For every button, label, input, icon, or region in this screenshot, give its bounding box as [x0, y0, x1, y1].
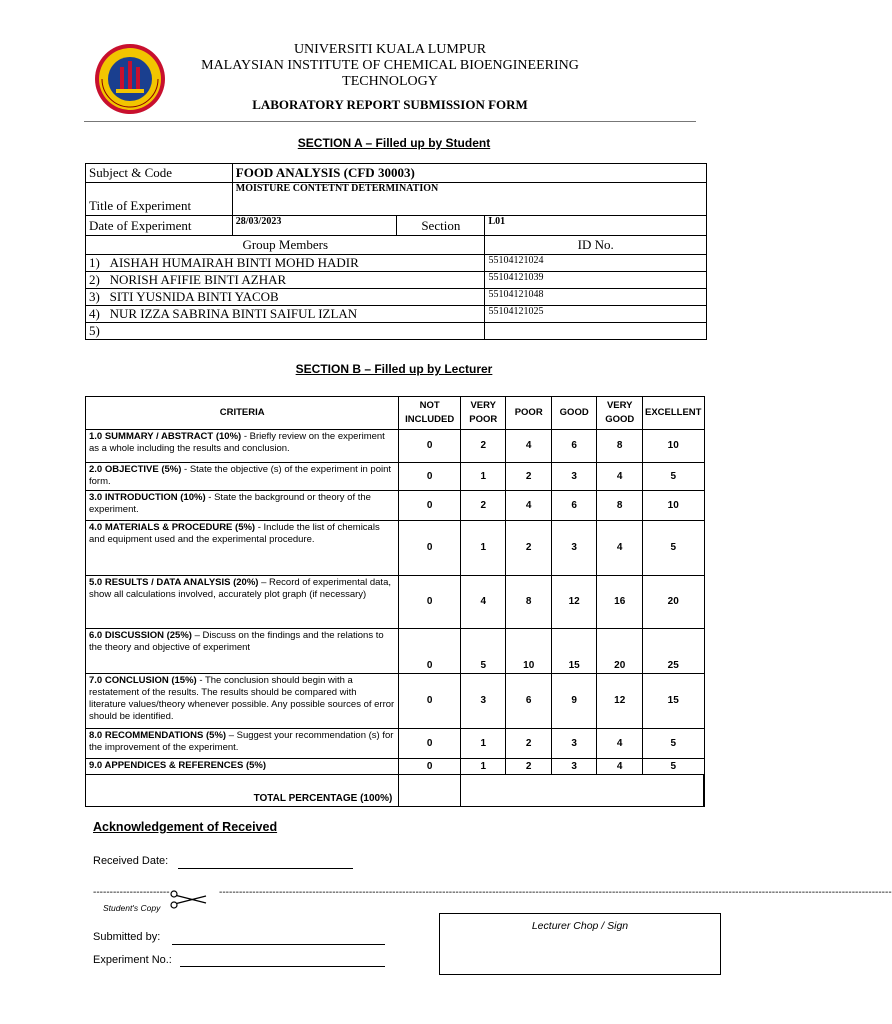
criteria-desc: - Briefly review on the experiment as a whole including the results and conclusion.: [89, 431, 385, 454]
score-cell[interactable]: 5: [642, 521, 704, 576]
criteria-cell: [86, 576, 399, 629]
criteria-cell: [86, 463, 399, 491]
score-cell[interactable]: 4: [506, 430, 551, 463]
score-cell[interactable]: 6: [551, 430, 597, 463]
subject-value[interactable]: FOOD ANALYSIS (CFD 30003): [232, 164, 706, 183]
received-date-label: Received Date:: [93, 855, 169, 867]
title-label: Title of Experiment: [86, 183, 233, 216]
university-logo: [94, 43, 166, 115]
section-a-table: [85, 163, 707, 340]
group-members-header: Group Members: [86, 236, 485, 255]
rubric-row: [86, 430, 705, 463]
score-cell[interactable]: 2: [461, 491, 506, 521]
score-cell[interactable]: 5: [461, 629, 506, 674]
member-row: [86, 323, 707, 340]
submitted-by-label: Submitted by:: [93, 931, 161, 943]
submitted-by-line[interactable]: [172, 944, 385, 945]
score-cell[interactable]: 1: [461, 521, 506, 576]
criteria-title: 6.0 DISCUSSION (25%): [89, 630, 192, 641]
id-header: ID No.: [485, 236, 707, 255]
score-cell[interactable]: 4: [597, 463, 643, 491]
cut-line-right: ----------------------------------------------------------------------------------------------------------------------------------------------------------------------------------------------------------: [219, 887, 892, 898]
member-name[interactable]: 5): [86, 323, 485, 340]
score-cell[interactable]: 5: [642, 759, 704, 775]
member-name[interactable]: 2) NORISH AFIFIE BINTI AZHAR: [86, 272, 485, 289]
section-b-title: SECTION B – Filled up by Lecturer: [295, 362, 493, 376]
score-cell[interactable]: 2: [506, 463, 551, 491]
score-cell[interactable]: 4: [597, 759, 643, 775]
received-date-line[interactable]: [178, 868, 353, 869]
score-cell[interactable]: 1: [461, 759, 506, 775]
criteria-cell: [86, 629, 399, 674]
criteria-cell: [86, 729, 399, 759]
section-value[interactable]: L01: [485, 216, 707, 236]
rubric-row: [86, 521, 705, 576]
lecturer-chop-box[interactable]: [439, 913, 721, 975]
score-cell[interactable]: 12: [597, 674, 643, 729]
criteria-title: 5.0 RESULTS / DATA ANALYSIS (20%): [89, 577, 259, 588]
criteria-cell: [86, 430, 399, 463]
score-cell[interactable]: 2: [506, 729, 551, 759]
score-cell[interactable]: 10: [506, 629, 551, 674]
member-id[interactable]: 55104121025: [485, 306, 707, 323]
score-cell[interactable]: 4: [506, 491, 551, 521]
score-cell[interactable]: 0: [399, 576, 461, 629]
total-row: [86, 775, 705, 807]
scissors-icon: [164, 890, 210, 910]
criteria-title: 8.0 RECOMMENDATIONS (5%): [89, 730, 227, 741]
score-cell[interactable]: 16: [597, 576, 643, 629]
score-cell[interactable]: 8: [597, 430, 643, 463]
very-poor-header: VERY POOR: [461, 397, 506, 430]
criteria-header: CRITERIA: [86, 397, 399, 430]
score-cell[interactable]: 12: [551, 576, 597, 629]
rubric-row: [86, 729, 705, 759]
rubric-row: [86, 674, 705, 729]
member-row: [86, 289, 707, 306]
member-row: [86, 255, 707, 272]
score-cell[interactable]: 10: [642, 430, 704, 463]
total-box-1[interactable]: [399, 775, 461, 807]
member-row: [86, 306, 707, 323]
score-cell[interactable]: 2: [461, 430, 506, 463]
form-title: LABORATORY REPORT SUBMISSION FORM: [252, 97, 528, 112]
rubric-row: [86, 463, 705, 491]
score-cell[interactable]: 8: [506, 576, 551, 629]
rubric-row: [86, 759, 705, 775]
score-cell[interactable]: 8: [597, 491, 643, 521]
subject-label: Subject & Code: [86, 164, 233, 183]
rubric-table: [85, 396, 705, 807]
poor-header: POOR: [506, 397, 551, 430]
member-row: [86, 272, 707, 289]
date-value[interactable]: 28/03/2023: [232, 216, 396, 236]
score-cell[interactable]: 15: [642, 674, 704, 729]
score-cell[interactable]: 3: [461, 674, 506, 729]
excellent-header: EXCELLENT: [642, 397, 704, 430]
criteria-title: 9.0 APPENDICES & REFERENCES (5%): [89, 760, 267, 771]
criteria-desc: – Record of experimental data, show all calculations involved, accurately plot graph (if necessary): [89, 577, 391, 600]
score-cell[interactable]: 5: [642, 463, 704, 491]
score-cell[interactable]: 25: [642, 629, 704, 674]
member-name[interactable]: 1) AISHAH HUMAIRAH BINTI MOHD HADIR: [86, 255, 485, 272]
score-cell[interactable]: 5: [642, 729, 704, 759]
score-cell[interactable]: 0: [399, 491, 461, 521]
score-cell[interactable]: 0: [399, 629, 461, 674]
good-header: GOOD: [551, 397, 597, 430]
score-cell[interactable]: 4: [597, 521, 643, 576]
score-cell[interactable]: 0: [399, 674, 461, 729]
score-cell[interactable]: 20: [642, 576, 704, 629]
member-name[interactable]: 4) NUR IZZA SABRINA BINTI SAIFUL IZLAN: [86, 306, 485, 323]
score-cell[interactable]: 3: [551, 729, 597, 759]
ack-title: Acknowledgement of Received: [93, 820, 278, 834]
criteria-title: 7.0 CONCLUSION (15%): [89, 675, 197, 686]
criteria-desc: - The conclusion should begin with a restatement of the results. The results should be compared with literature values/theory whenever possible. Any possible sources of error should be identified.: [89, 675, 395, 722]
rubric-row: [86, 576, 705, 629]
score-cell[interactable]: 3: [551, 463, 597, 491]
criteria-title: 4.0 MATERIALS & PROCEDURE (5%): [89, 522, 256, 533]
score-cell[interactable]: 2: [506, 521, 551, 576]
score-cell[interactable]: 4: [461, 576, 506, 629]
criteria-title: 1.0 SUMMARY / ABSTRACT (10%): [89, 431, 242, 442]
criteria-desc: – Discuss on the findings and the relations to the theory and objective of experiment: [89, 630, 384, 653]
score-cell[interactable]: 0: [399, 430, 461, 463]
score-cell[interactable]: 0: [399, 729, 461, 759]
university-name: UNIVERSITI KUALA LUMPUR: [293, 42, 487, 57]
member-id[interactable]: [485, 323, 707, 340]
criteria-cell: [86, 491, 399, 521]
score-cell[interactable]: 20: [597, 629, 643, 674]
header-divider: [84, 121, 696, 122]
not-included-header: NOT INCLUDED: [399, 397, 461, 430]
criteria-cell: [86, 674, 399, 729]
criteria-title: 2.0 OBJECTIVE (5%): [89, 464, 182, 475]
criteria-desc: - State the background or theory of the experiment.: [89, 492, 371, 515]
title-value[interactable]: MOISTURE CONTETNT DETERMINATION: [232, 183, 706, 216]
institute-line-1: MALAYSIAN INSTITUTE OF CHEMICAL BIOENGINEERING: [201, 58, 579, 73]
date-label: Date of Experiment: [86, 216, 233, 236]
criteria-desc: – Suggest your recommendation (s) for the improvement of the experiment.: [89, 730, 394, 753]
score-cell[interactable]: 10: [642, 491, 704, 521]
member-name[interactable]: 3) SITI YUSNIDA BINTI YACOB: [86, 289, 485, 306]
students-copy-label: Student's Copy: [103, 903, 161, 913]
total-box-2[interactable]: [461, 775, 705, 807]
section-label: Section: [397, 216, 485, 236]
experiment-no-line[interactable]: [180, 966, 385, 967]
very-good-header: VERY GOOD: [597, 397, 643, 430]
total-label: TOTAL PERCENTAGE (100%): [86, 775, 399, 807]
member-id[interactable]: 55104121024: [485, 255, 707, 272]
lecturer-chop-label: Lecturer Chop / Sign: [531, 920, 629, 932]
criteria-title: 3.0 INTRODUCTION (10%): [89, 492, 206, 503]
score-cell[interactable]: 15: [551, 629, 597, 674]
score-cell[interactable]: 0: [399, 759, 461, 775]
score-cell[interactable]: 0: [399, 521, 461, 576]
member-id[interactable]: 55104121039: [485, 272, 707, 289]
member-id[interactable]: 55104121048: [485, 289, 707, 306]
section-a-title: SECTION A – Filled up by Student: [297, 136, 491, 150]
institute-line-2: TECHNOLOGY: [342, 74, 438, 89]
score-cell[interactable]: 3: [551, 759, 597, 775]
score-cell[interactable]: 3: [551, 521, 597, 576]
score-cell[interactable]: 6: [551, 491, 597, 521]
score-cell[interactable]: 9: [551, 674, 597, 729]
rubric-row: [86, 629, 705, 674]
score-cell[interactable]: 6: [506, 674, 551, 729]
criteria-cell: [86, 759, 399, 775]
criteria-desc: - Include the list of chemicals and equipment used and the experimental procedure.: [89, 522, 380, 545]
score-cell[interactable]: 4: [597, 729, 643, 759]
cut-line-left: -----------------------: [93, 887, 170, 898]
score-cell[interactable]: 0: [399, 463, 461, 491]
score-cell[interactable]: 1: [461, 729, 506, 759]
criteria-desc: - State the objective (s) of the experiment in point form.: [89, 464, 392, 487]
score-cell[interactable]: 2: [506, 759, 551, 775]
criteria-cell: [86, 521, 399, 576]
rubric-row: [86, 491, 705, 521]
experiment-no-label: Experiment No.:: [93, 954, 172, 966]
score-cell[interactable]: 1: [461, 463, 506, 491]
